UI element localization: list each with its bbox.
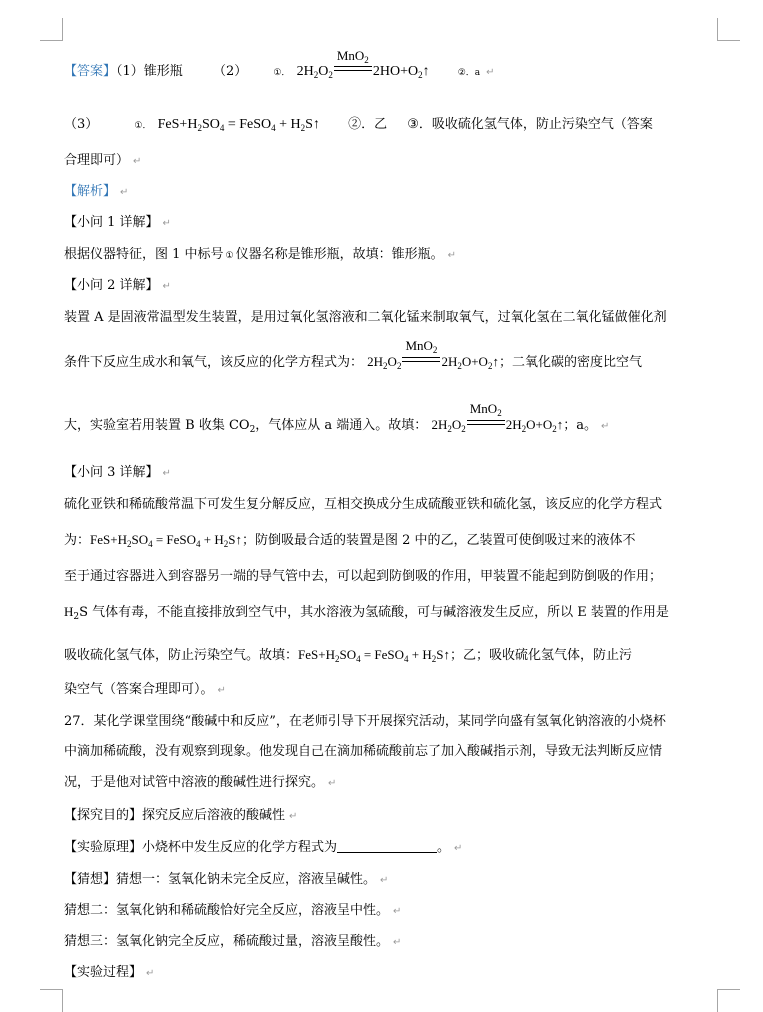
answer-label: 【答案】 [64,64,117,79]
q2-line-2: 条件下反应生成水和氧气，该反应的化学方程式为： $2H_2O_2$ MnO$_2$ $2H_2O+O_2↑$；二氧化碳的密度比空气 [64,338,642,371]
q27-guess-1: 【猜想】猜想一：氢氧化钠未完全反应，溶液呈碱性。 ↵ [64,872,389,887]
q3-line-4: $H_2S$ 气体有毒，不能直接排放到空气中，其水溶液为氢硫酸，可与碱溶液发生反应，所以 E 装置的作用是 [64,604,669,622]
answer-line-3: 合理即可） ↵ [64,153,142,168]
q2-line-3: 大，实验室若用装置 B 收集 $CO_2$，气体应从 a 端通入。故填： $2H_2O_2$ MnO$_2$ $2H_2O+O_2↑$；a。 ↵ [64,401,610,435]
corner-mark-top-left [40,18,63,41]
q27-purpose: 【探究目的】探究反应后溶液的酸碱性 ↵ [64,808,298,823]
q2-line-1: 装置 A 是固液常温型发生装置，是用过氧化氢溶液和二氧化锰来制取氧气，过氧化氢在二氧化锰做催化剂 [64,310,667,325]
q27-line-1: 27．某化学课堂围绕“酸碱中和反应”，在老师引导下开展探究活动，某同学向盛有氢氧化钠溶液的小烧杯 [64,714,666,729]
q27-process: 【实验过程】 ↵ [64,965,155,980]
q3-line-6: 染空气（答案合理即可）。 ↵ [64,682,226,697]
q27-line-3: 况，于是他对试管中溶液的酸碱性进行探究。 ↵ [64,775,337,790]
answer-blank [337,838,437,853]
corner-mark-top-right [717,18,740,41]
q1-title: 【小问 1 详解】 ↵ [64,215,171,230]
q27-principle: 【实验原理】小烧杯中发生反应的化学方程式为 。 ↵ [64,840,463,855]
q2-title: 【小问 2 详解】 ↵ [64,278,171,293]
q3-line-3: 至于通过容器进入到容器另一端的导气管中去，可以起到防倒吸的作用，甲装置不能起到防倒吸的作用； [64,569,663,584]
q27-guess-3: 猜想三：氢氧化钠完全反应，稀硫酸过量，溶液呈酸性。 ↵ [64,934,402,949]
q3-title: 【小问 3 详解】 ↵ [64,465,171,480]
answer-line-1: 【答案】（1）锥形瓶 （2） ①． $2H_2O_2$ MnO$_2$ $2HO+O_2↑$ ②．a ↵ [64,48,495,80]
equation-fes: $FeS+H_2SO_4$ = FeSO$_4$ + $H_2S↑$ [157,117,320,133]
q27-line-2: 中滴加稀硫酸，没有观察到现象。他发现自己在滴加稀硫酸前忘了加入酸碱指示剂，导致无法判断反应情 [64,744,663,759]
q1-text: 根据仪器特征，图 1 中标号 ① 仪器名称是锥形瓶，故填：锥形瓶。 ↵ [64,247,457,262]
q3-line-2: 为：$FeS+H_2SO_4$ = FeSO$_4$ + $H_2S↑$；防倒吸最合适的装置是图 2 中的乙，乙装置可使倒吸过来的液体不 [64,532,636,549]
analysis-label: 【解析】 ↵ [64,184,129,199]
q3-line-1: 硫化亚铁和稀硫酸常温下可发生复分解反应，互相交换成分生成硫酸亚铁和硫化氢，该反应的化学方程式 [64,497,663,512]
q3-line-5: 吸收硫化氢气体，防止污染空气。故填：$FeS+H_2SO_4$ = FeSO$_4$ + $H_2S↑$；乙；吸收硫化氢气体，防止污 [64,647,633,664]
q27-guess-2: 猜想二：氢氧化钠和稀硫酸恰好完全反应，溶液呈中性。 ↵ [64,903,402,918]
equation-h2o2: $2H_2O_2$ MnO$_2$ $2HO+O_2↑$ [296,48,430,80]
answer-line-2: （3） ①． $FeS+H_2SO_4$ = FeSO$_4$ + $H_2S↑$ ②．乙 ③．吸收硫化氢气体，防止污染空气（答案 [64,117,653,133]
